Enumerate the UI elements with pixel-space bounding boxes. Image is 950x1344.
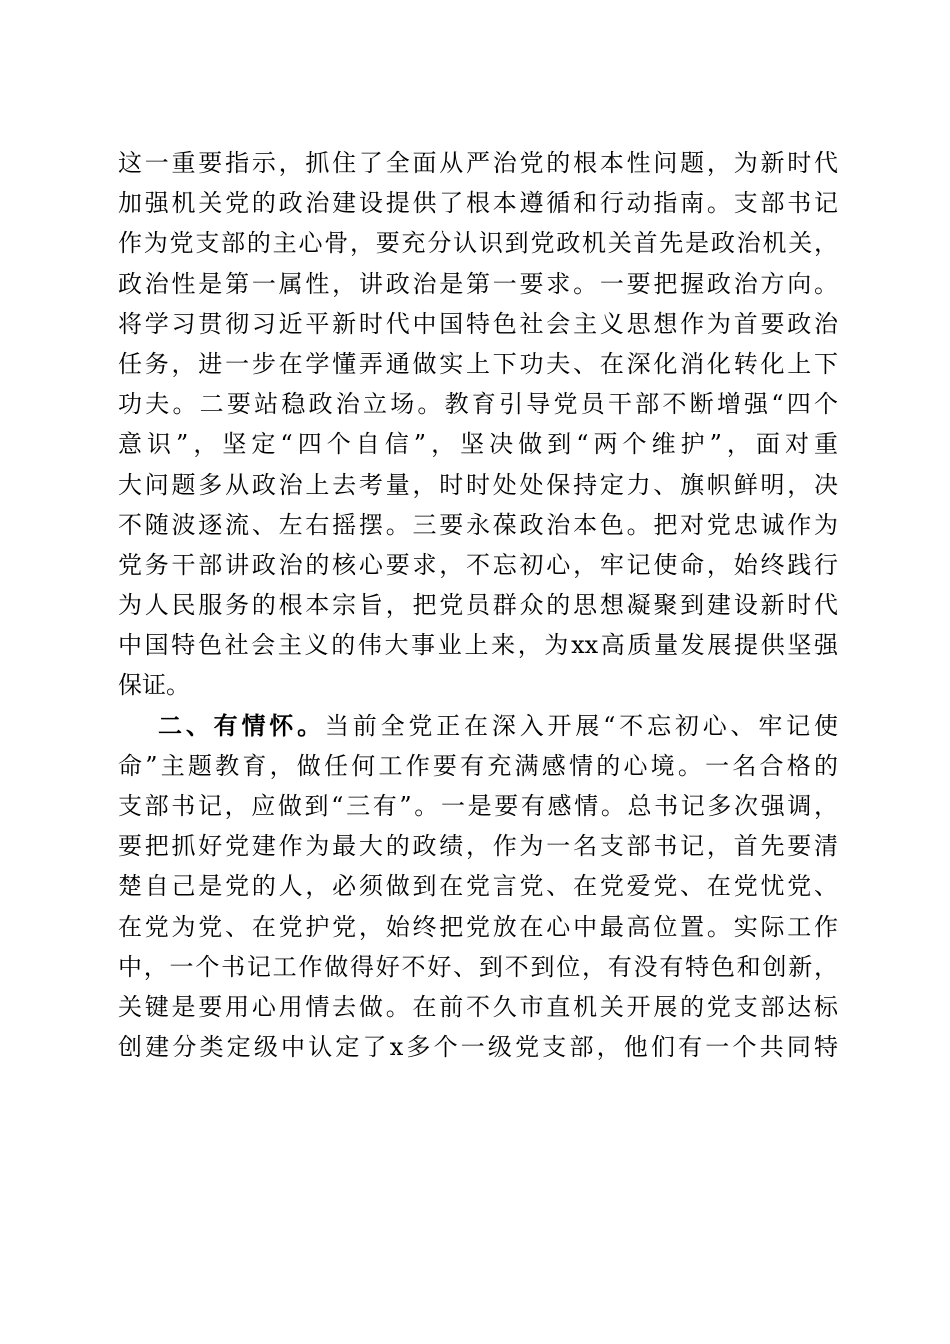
text-span: 当前全党正在深入开展“不忘初心、牢记使 xyxy=(324,711,838,740)
text-line-first xyxy=(118,706,838,746)
text-line: 创建分类定级中认定了x多个一级党支部，他们有一个共同特 xyxy=(118,1033,838,1062)
text-line: 关键是要用心用情去做。在前不久市直机关开展的党支部达标 xyxy=(118,992,838,1021)
text-line: 加强机关党的政治建设提供了根本遵循和行动指南。支部书记 xyxy=(118,189,838,218)
text-line: 命”主题教育，做任何工作要有充满感情的心境。一名合格的 xyxy=(118,751,838,780)
text-line: 这一重要指示，抓住了全面从严治党的根本性问题，为新时代 xyxy=(118,149,838,177)
paragraph-1 xyxy=(118,143,838,706)
text-line: 楚自己是党的人，必须做到在党言党、在党爱党、在党忧党、 xyxy=(118,872,838,901)
text-line: 中国特色社会主义的伟大事业上来，为xx高质量发展提供坚强 xyxy=(118,631,838,660)
text-line: 将学习贯彻习近平新时代中国特色社会主义思想作为首要政治 xyxy=(118,309,838,338)
text-line: 不随波逐流、左右摇摆。三要永葆政治本色。把对党忠诚作为 xyxy=(118,510,838,539)
text-line: 为人民服务的根本宗旨，把党员群众的思想凝聚到建设新时代 xyxy=(118,591,838,620)
text-line: 在党为党、在党护党，始终把党放在心中最高位置。实际工作 xyxy=(118,912,838,941)
text-line: 保证。 xyxy=(118,671,190,700)
text-line: 作为党支部的主心骨，要充分认识到党政机关首先是政治机关， xyxy=(118,229,838,258)
body-text xyxy=(118,143,838,1067)
section-heading: 二、有情怀。 xyxy=(158,711,325,740)
text-line: 功夫。二要站稳政治立场。教育引导党员干部不断增强“四个 xyxy=(118,390,838,419)
text-line: 意识”，坚定“四个自信”，坚决做到“两个维护”，面对重 xyxy=(118,430,838,459)
text-line: 任务，进一步在学懂弄通做实上下功夫、在深化消化转化上下 xyxy=(118,349,838,378)
text-line: 大问题多从政治上去考量，时时处处保持定力、旗帜鲜明，决 xyxy=(118,470,838,499)
text-line: 中，一个书记工作做得好不好、到不到位，有没有特色和创新， xyxy=(118,952,838,981)
text-line: 政治性是第一属性，讲政治是第一要求。一要把握政治方向。 xyxy=(118,269,838,298)
text-line: 支部书记，应做到“三有”。一是要有感情。总书记多次强调， xyxy=(118,792,838,820)
paragraph-2 xyxy=(118,706,838,1068)
text-line: 党务干部讲政治的核心要求，不忘初心，牢记使命，始终践行 xyxy=(118,550,838,579)
text-line: 要把抓好党建作为最大的政绩，作为一名支部书记，首先要清 xyxy=(118,832,838,861)
